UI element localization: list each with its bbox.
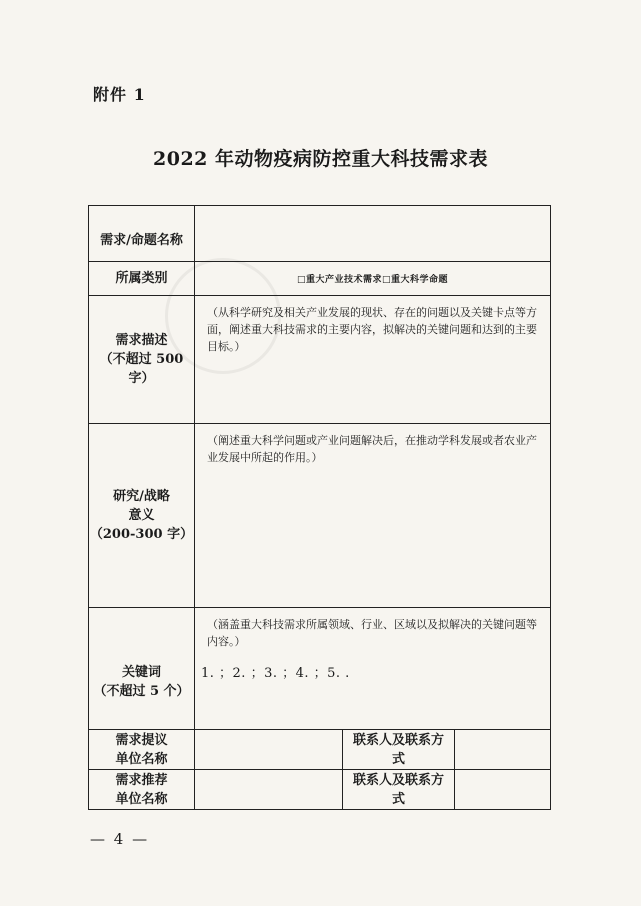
significance-value-cell[interactable] [195,424,551,608]
category-label: 所属类别 [115,271,168,286]
recommender-contact-label: 联系人及联系方 式 [352,772,444,807]
category-label-cell [89,262,195,296]
name-label: 需求/命题名称 [100,233,183,248]
row-recommender [89,770,551,810]
keywords-label-cell [89,608,195,730]
demand-form-table [88,205,551,810]
category-option-science-checkbox[interactable]: □重大科学命题 [382,275,449,285]
proposer-contact-label-cell [343,730,455,770]
significance-hint: （阐述重大科学问题或产业问题解决后，在推动学科发展或者农业产业发展中所起的作用。） [207,434,537,464]
significance-label: 研究/战略 意义 （200-300 字） [89,489,194,542]
description-value-cell[interactable] [195,296,551,424]
keywords-value-cell[interactable] [195,608,551,730]
recommender-label: 需求推荐 单位名称 [115,772,168,807]
name-label-cell [89,206,195,262]
keywords-label: 关键词 （不超过 5 个） [93,664,190,699]
recommender-label-cell [89,770,195,810]
row-category [89,262,551,296]
recommender-contact-label-cell [343,770,455,810]
keywords-slots[interactable]: 1. ；2. ；3. ；4. ；5. . [201,666,350,681]
proposer-label: 需求提议 单位名称 [115,732,168,767]
recommender-value-cell[interactable] [195,770,343,810]
attachment-label: 附件 1 [93,85,146,104]
proposer-label-cell [89,730,195,770]
category-option-industry-checkbox[interactable]: □重大产业技术需求 [296,275,382,285]
keywords-hint: （涵盖重大科技需求所属领域、行业、区域以及拟解决的关键问题等内容。） [207,618,537,648]
row-proposer [89,730,551,770]
recommender-contact-value-cell[interactable] [455,770,551,810]
description-hint: （从科学研究及相关产业发展的现状、存在的问题以及关键卡点等方面，阐述重大科技需求的主要内容，拟解决的关键问题和达到的主要目标。） [207,306,537,353]
description-label-cell [89,296,195,424]
name-value-cell[interactable] [195,206,551,262]
proposer-contact-value-cell[interactable] [455,730,551,770]
row-description [89,296,551,424]
proposer-contact-label: 联系人及联系方 式 [352,732,444,767]
proposer-value-cell[interactable] [195,730,343,770]
significance-label-cell [89,424,195,608]
description-label: 需求描述 （不超过 500 字） [99,333,184,386]
row-significance [89,424,551,608]
category-options-cell [195,262,551,296]
row-name [89,206,551,262]
page-number: — 4 — [90,830,150,848]
row-keywords [89,608,551,730]
page-title: 2022 年动物疫病防控重大科技需求表 [153,148,488,170]
